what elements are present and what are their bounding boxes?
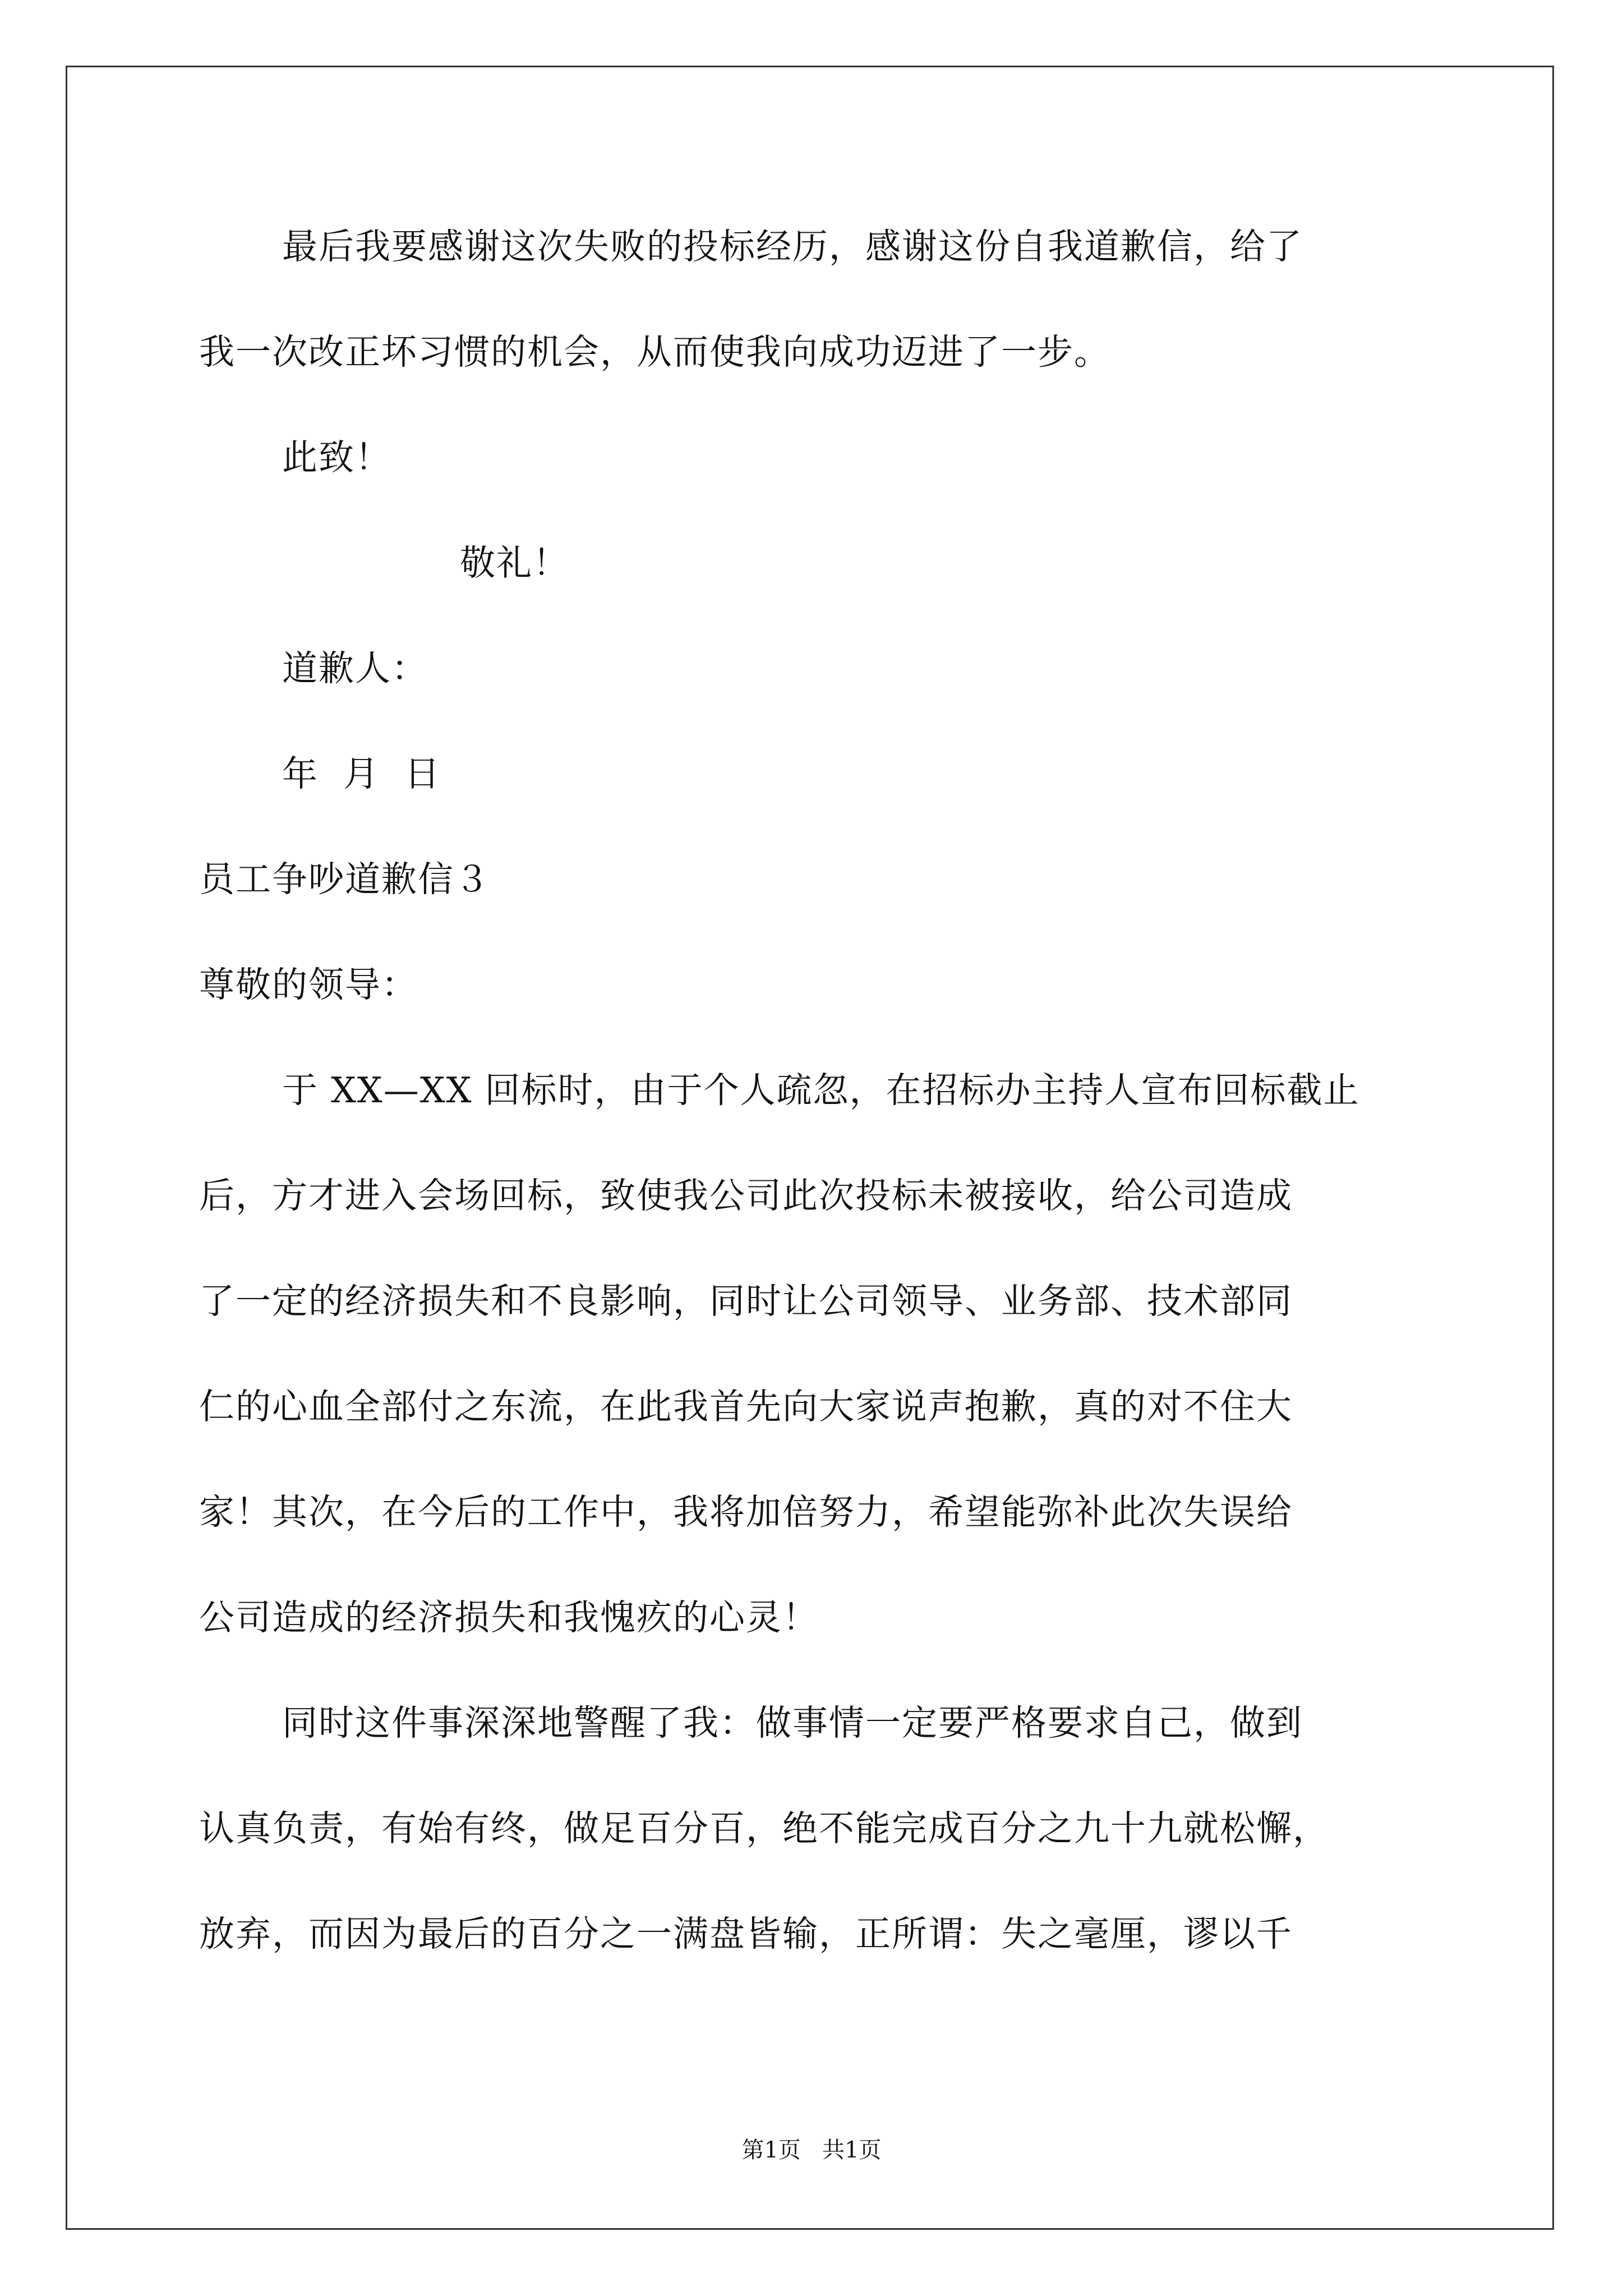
text-line: 了一定的经济损失和不良影响，同时让公司领导、业务部、技术部同: [199, 1281, 1293, 1322]
text-line: 家！其次，在今后的工作中，我将加倍努力，希望能弥补此次失误给: [199, 1492, 1293, 1533]
date-line: 年 月 日: [282, 753, 441, 794]
page-border: [66, 66, 1554, 2230]
salute-line: 敬礼！: [460, 542, 569, 583]
text-line: 后，方才进入会场回标，致使我公司此次投标未被接收，给公司造成: [199, 1175, 1293, 1216]
text-line: 公司造成的经济损失和我愧疚的心灵！: [199, 1597, 819, 1638]
text-line: 最后我要感谢这次失败的投标经历，感谢这份自我道歉信，给了: [282, 226, 1303, 267]
greeting-line: 尊敬的领导：: [199, 964, 418, 1005]
text-line: 放弃，而因为最后的百分之一满盘皆输，正所谓：失之毫厘，谬以千: [199, 1913, 1293, 1954]
closing-line: 此致！: [282, 437, 391, 478]
text-line: 仁的心血全部付之东流，在此我首先向大家说声抱歉，真的对不住大: [199, 1386, 1293, 1427]
text-line: 于 XX—XX 回标时，由于个人疏忽，在招标办主持人宣布回标截止: [282, 1070, 1360, 1111]
signature-line: 道歉人：: [282, 648, 428, 689]
text-line: 同时这件事深深地警醒了我：做事情一定要严格要求自己，做到: [282, 1703, 1303, 1743]
page-footer: 第1页 共1页: [741, 2137, 882, 2163]
text-line: 我一次改正坏习惯的机会，从而使我向成功迈进了一步。: [199, 332, 1110, 372]
section-title: 员工争吵道歉信３: [199, 859, 491, 900]
text-line: 认真负责，有始有终，做足百分百，绝不能完成百分之九十九就松懈，: [199, 1808, 1329, 1849]
